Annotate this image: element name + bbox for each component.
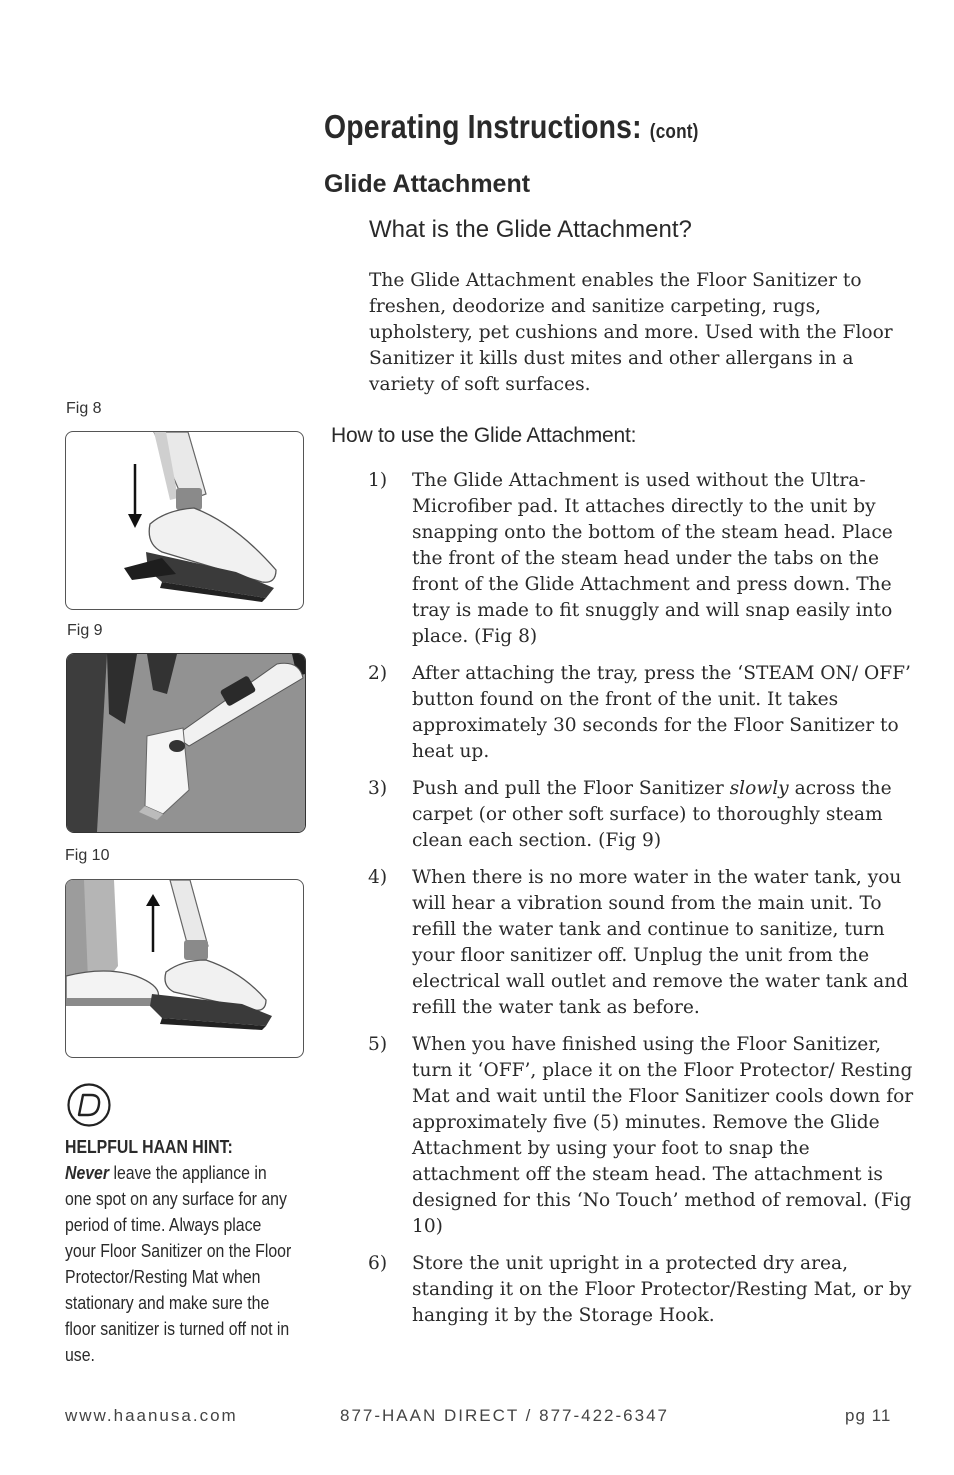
step-text: The Glide Attachment is used without the Ultra-Microfiber pad. It attaches directly to the unit by snapping onto the bottom of the steam head. Place the front of the steam head under the tabs on the front of the Glide Attachment and press down. The tray is made to fit snuggly and will snap easily into place. (Fig 8) bbox=[412, 470, 893, 647]
haan-logo-icon bbox=[67, 1083, 111, 1127]
howto-heading: How to use the Glide Attachment: bbox=[331, 424, 637, 447]
hint-text: leave the appliance in one spot on any surface for any period of time. Always place your Floor Sanitizer on the Floor Protector/Resting Mat when stationary and make sure the floor sanitizer is turned off not in use. bbox=[65, 1163, 292, 1365]
step-text-before: Push and pull the Floor Sanitizer bbox=[412, 778, 730, 799]
fig10-image bbox=[65, 879, 304, 1058]
page-title bbox=[324, 108, 699, 146]
step-number: 3) bbox=[368, 778, 388, 799]
hint-heading: HELPFUL HAAN HINT: bbox=[65, 1137, 233, 1157]
step-text bbox=[412, 776, 916, 854]
intro-heading: What is the Glide Attachment? bbox=[369, 216, 692, 243]
step-item bbox=[368, 468, 916, 650]
step-number: 6) bbox=[368, 1253, 388, 1274]
hint-emphasis: Never bbox=[65, 1163, 110, 1183]
step-item bbox=[368, 865, 916, 1021]
step-item bbox=[368, 1251, 916, 1329]
fig9-image bbox=[66, 653, 306, 833]
footer-phone: 877-HAAN DIRECT / 877-422-6347 bbox=[340, 1406, 669, 1425]
fig10-label: Fig 10 bbox=[65, 847, 110, 864]
step-number: 4) bbox=[368, 867, 388, 888]
step-number: 2) bbox=[368, 663, 388, 684]
step-text: After attaching the tray, press the ‘STEAM ON/ OFF’ button found on the front of the unit. It takes approximately 30 seconds for the Floor Sanitizer to heat up. bbox=[412, 663, 911, 762]
section-heading: Glide Attachment bbox=[324, 170, 531, 198]
carpet-cleaning-photo bbox=[67, 654, 305, 832]
title-text: Operating Instructions: bbox=[324, 108, 642, 145]
step-number: 1) bbox=[368, 470, 388, 491]
step-text: When there is no more water in the water tank, you will hear a vibration sound from the main unit. To refill the water tank and continue to sanitize, turn your floor sanitizer off. Unplug the unit from the electrical wall outlet and remove the water tank and refill the water tank as before. bbox=[412, 867, 909, 1018]
step-text-after: across the carpet (or other soft surface) to thoroughly steam clean each section. (Fig 9) bbox=[412, 778, 892, 851]
footer-page-number: pg 11 bbox=[845, 1406, 892, 1425]
footer-website: www.haanusa.com bbox=[65, 1406, 238, 1425]
step-number: 5) bbox=[368, 1034, 388, 1055]
fig9-label: Fig 9 bbox=[67, 622, 103, 639]
title-suffix: (cont) bbox=[649, 121, 699, 143]
step-item bbox=[368, 1032, 916, 1240]
intro-paragraph: The Glide Attachment enables the Floor Sanitizer to freshen, deodorize and sanitize carpeting, rugs, upholstery, pet cushions and more. Used with the Floor Sanitizer it kills dust mites and other allergans in a variety of soft surfaces. bbox=[369, 270, 893, 395]
glide-attach-down-illustration bbox=[66, 432, 303, 609]
step-item bbox=[368, 776, 916, 854]
fig8-label: Fig 8 bbox=[66, 400, 102, 417]
hint-body bbox=[65, 1160, 292, 1368]
step-item bbox=[368, 661, 916, 765]
fig8-image bbox=[65, 431, 304, 610]
step-text: When you have finished using the Floor Sanitizer, turn it ‘OFF’, place it on the Floor Protector/ Resting Mat and wait until the Floor Sanitizer cools down for approximately five (5) minutes. Remove the Glide Attachment by using your foot to snap the attachment off the steam head. The attachment is designed for this ‘No Touch’ method of removal. (Fig 10) bbox=[412, 1034, 914, 1237]
step-text: Store the unit upright in a protected dry area, standing it on the Floor Protector/Resting Mat, or by hanging it by the Storage Hook. bbox=[412, 1253, 912, 1326]
helpful-hint bbox=[65, 1134, 292, 1368]
foot-remove-illustration bbox=[66, 880, 303, 1057]
step-text-emphasis: slowly bbox=[729, 778, 789, 799]
steps-list bbox=[368, 468, 916, 1340]
